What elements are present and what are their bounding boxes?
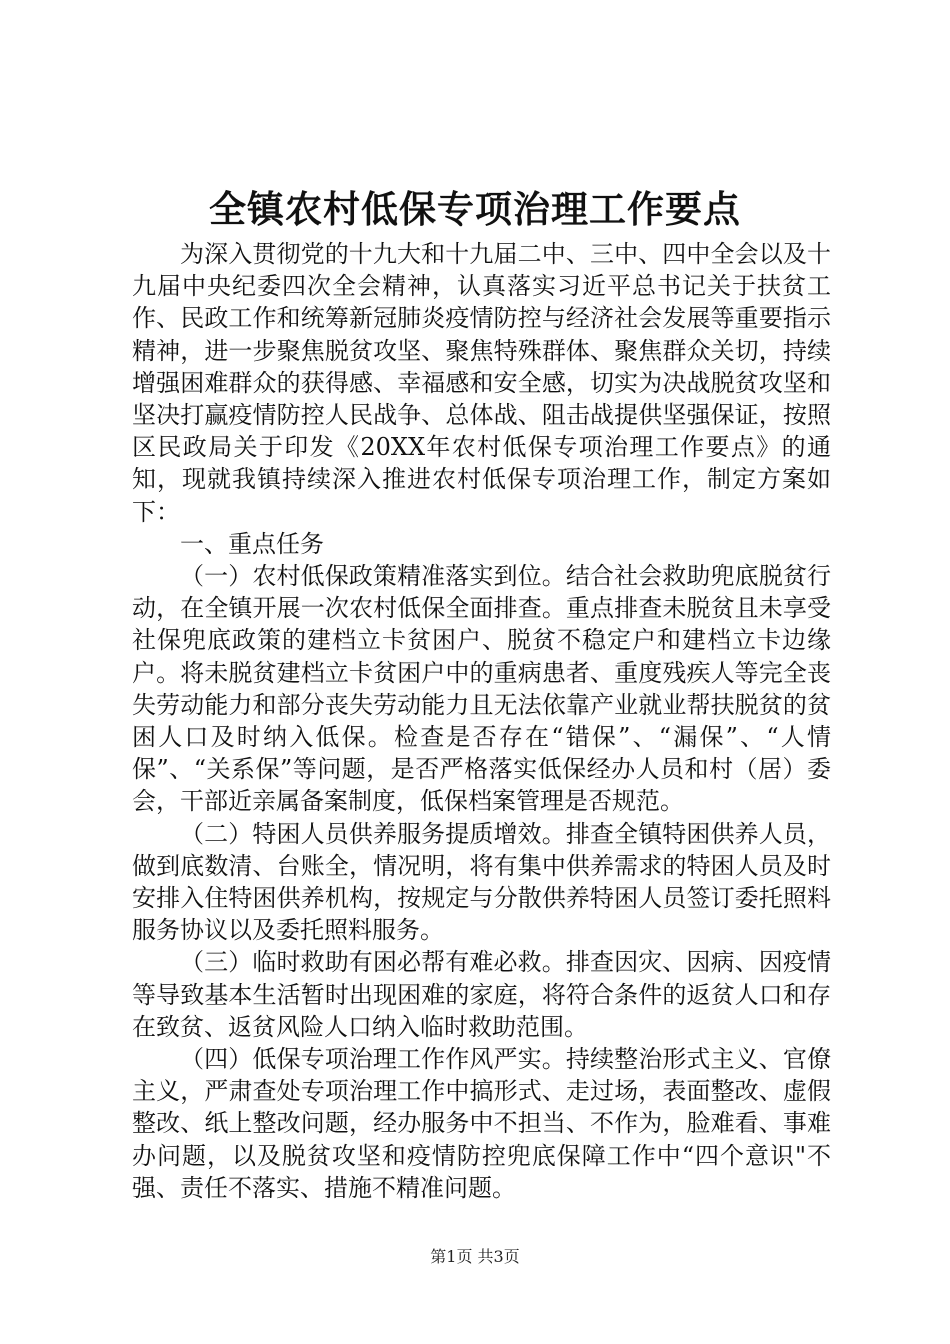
task-paragraph-1: （一）农村低保政策精准落实到位。结合社会救助兜底脱贫行动，在全镇开展一次农村低保全面排查。重点排查未脱贫且未享受社保兜底政策的建档立卡贫困户、脱贫不稳定户和建档立卡边缘户。将未脱贫建档立卡贫困户中的重病患者、重度残疾人等完全丧失劳动能力和部分丧失劳动能力且无法依靠产业就业帮扶脱贫的贫困人口及时纳入低保。检查是否存在“错保”、“漏保”、“人情保”、“关系保”等问题，是否严格落实低保经办人员和村（居）委会，干部近亲属备案制度，低保档案管理是否规范。: [132, 562, 831, 816]
document-body: [132, 238, 831, 1204]
task-paragraph-3: （三）临时救助有困必帮有难必救。排查因灾、因病、因疫情等导致基本生活暂时出现困难的家庭，将符合条件的返贫人口和存在致贫、返贫风险人口纳入临时救助范围。: [132, 948, 831, 1041]
task-paragraph-2: （二）特困人员供养服务提质增效。排查全镇特困供养人员，做到底数清、台账全，情况明，将有集中供养需求的特困人员及时安排入住特困供养机构，按规定与分散供养特困人员签订委托照料服务协议以及委托照料服务。: [132, 819, 831, 945]
task-paragraph-4: （四）低保专项治理工作作风严实。持续整治形式主义、官僚主义，严肃查处专项治理工作中搞形式、走过场，表面整改、虚假整改、纸上整改问题，经办服务中不担当、不作为，脸难看、事难办问题，以及脱贫攻坚和疫情防控兜底保障工作中“四个意识"不强、责任不落实、措施不精准问题。: [132, 1045, 831, 1202]
intro-paragraph: 为深入贯彻党的十九大和十九届二中、三中、四中全会以及十九届中央纪委四次全会精神，认真落实习近平总书记关于扶贫工作、民政工作和统筹新冠肺炎疫情防控与经济社会发展等重要指示精神，进一步聚焦脱贫攻坚、聚焦特殊群体、聚焦群众关切，持续增强困难群众的获得感、幸福感和安全感，切实为决战脱贫攻坚和坚决打赢疫情防控人民战争、总体战、阻击战提供坚强保证，按照区民政局关于印发《20XX年农村低保专项治理工作要点》的通知，现就我镇持续深入推进农村低保专项治理工作，制定方案如下：: [132, 240, 831, 526]
document-title: 全镇农村低保专项治理工作要点: [209, 187, 741, 231]
page-footer: 第1页 共3页: [430, 1247, 520, 1266]
section-heading: 一、重点任务: [180, 529, 324, 558]
